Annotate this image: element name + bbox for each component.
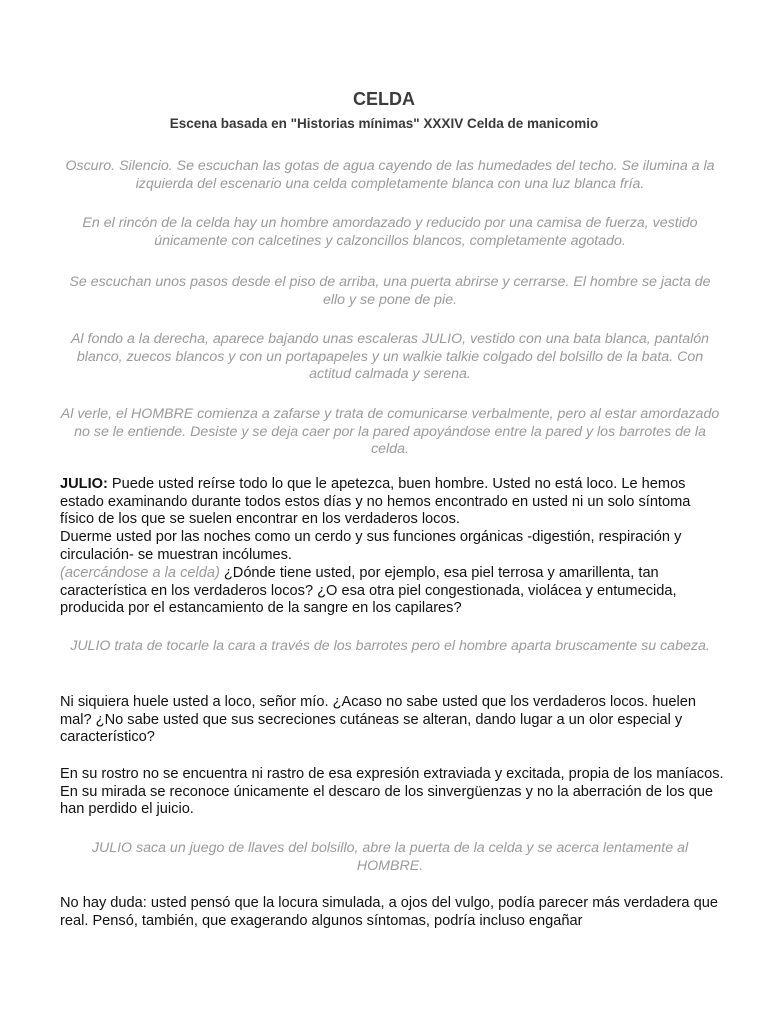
speaker-name: JULIO: <box>60 476 108 492</box>
stage-direction: Al fondo a la derecha, aparece bajando unas escaleras JULIO, vestido con una bata blanca, pantalón blanco, zuecos blancos y con un portapapeles y un walkie talkie colgado del bolsillo de la bata. Con actitud calmada y serena. <box>70 331 710 382</box>
page-subtitle: Escena basada en "Historias mínimas" XXXIV Celda de manicomio <box>169 116 599 131</box>
stage-direction: Oscuro. Silencio. Se escuchan las gotas de agua cayendo de las humedades del techo. Se ilumina a la izquierda del escenario una celda completamente blanca con una luz blanca fría. <box>65 158 715 192</box>
dialogue-paragraph: Duerme usted por las noches como un cerdo y sus funciones orgánicas -digestión, respiración y circulación- se muestran incólumes. <box>60 529 682 563</box>
stage-aside: (acercándose a la celda) <box>60 565 220 581</box>
stage-direction: En el rincón de la celda hay un hombre amordazado y reducido por una camisa de fuerza, vestido únicamente con calcetines y calzoncillos blancos, completamente agotado. <box>82 215 698 249</box>
stage-direction: Se escuchan unos pasos desde el piso de arriba, una puerta abrirse y cerrarse. El hombre se jacta de ello y se pone de pie. <box>69 274 711 308</box>
dialogue-paragraph <box>60 565 726 618</box>
dialogue-paragraph: Ni siquiera huele usted a loco, señor mío. ¿Acaso no sabe usted que los verdaderos locos. huelen mal? ¿No sabe usted que sus secreciones cutáneas se alteran, dando lugar a un olor especial y característico? <box>60 694 697 745</box>
dialogue-paragraph: No hay duda: usted pensó que la locura simulada, a ojos del vulgo, podía parecer más verdadera que real. Pensó, también, que exagerando algunos síntomas, podría incluso engañar <box>60 895 718 929</box>
stage-direction: JULIO trata de tocarle la cara a través de los barrotes pero el hombre aparta bruscamente su cabeza. <box>70 638 710 654</box>
dialogue-paragraph: En su rostro no se encuentra ni rastro de esa expresión extraviada y excitada, propia de los maníacos. En su mirada se reconoce únicamente el descaro de los sinvergüenzas y no la aberración de los que han perdido el juicio. <box>60 766 724 817</box>
dialogue-text: ¿Dónde tiene usted, por ejemplo, esa piel terrosa y amarillenta, tan característica en los verdaderos locos? ¿O esa otra piel congestionada, violácea y entumecida, producida por el estancamiento de la sangre en los capilares? <box>60 565 677 616</box>
stage-direction: Al verle, el HOMBRE comienza a zafarse y trata de comunicarse verbalmente, pero al estar amordazado no se le entiende. Desiste y se deja caer por la pared apoyándose entre la pared y los barrotes de la celda. <box>60 406 720 457</box>
dialogue-text: Puede usted reírse todo lo que le apetezca, buen hombre. Usted no está loco. Le hemos estado examinando durante todos estos días y no hemos encontrado en usted ni un solo síntoma físico de los que se suelen encontrar en los verdaderos locos. <box>60 476 691 527</box>
dialogue-paragraph <box>60 476 726 529</box>
stage-direction: JULIO saca un juego de llaves del bolsillo, abre la puerta de la celda y se acerca lentamente al HOMBRE. <box>91 840 689 874</box>
page-title: CELDA <box>353 89 415 109</box>
